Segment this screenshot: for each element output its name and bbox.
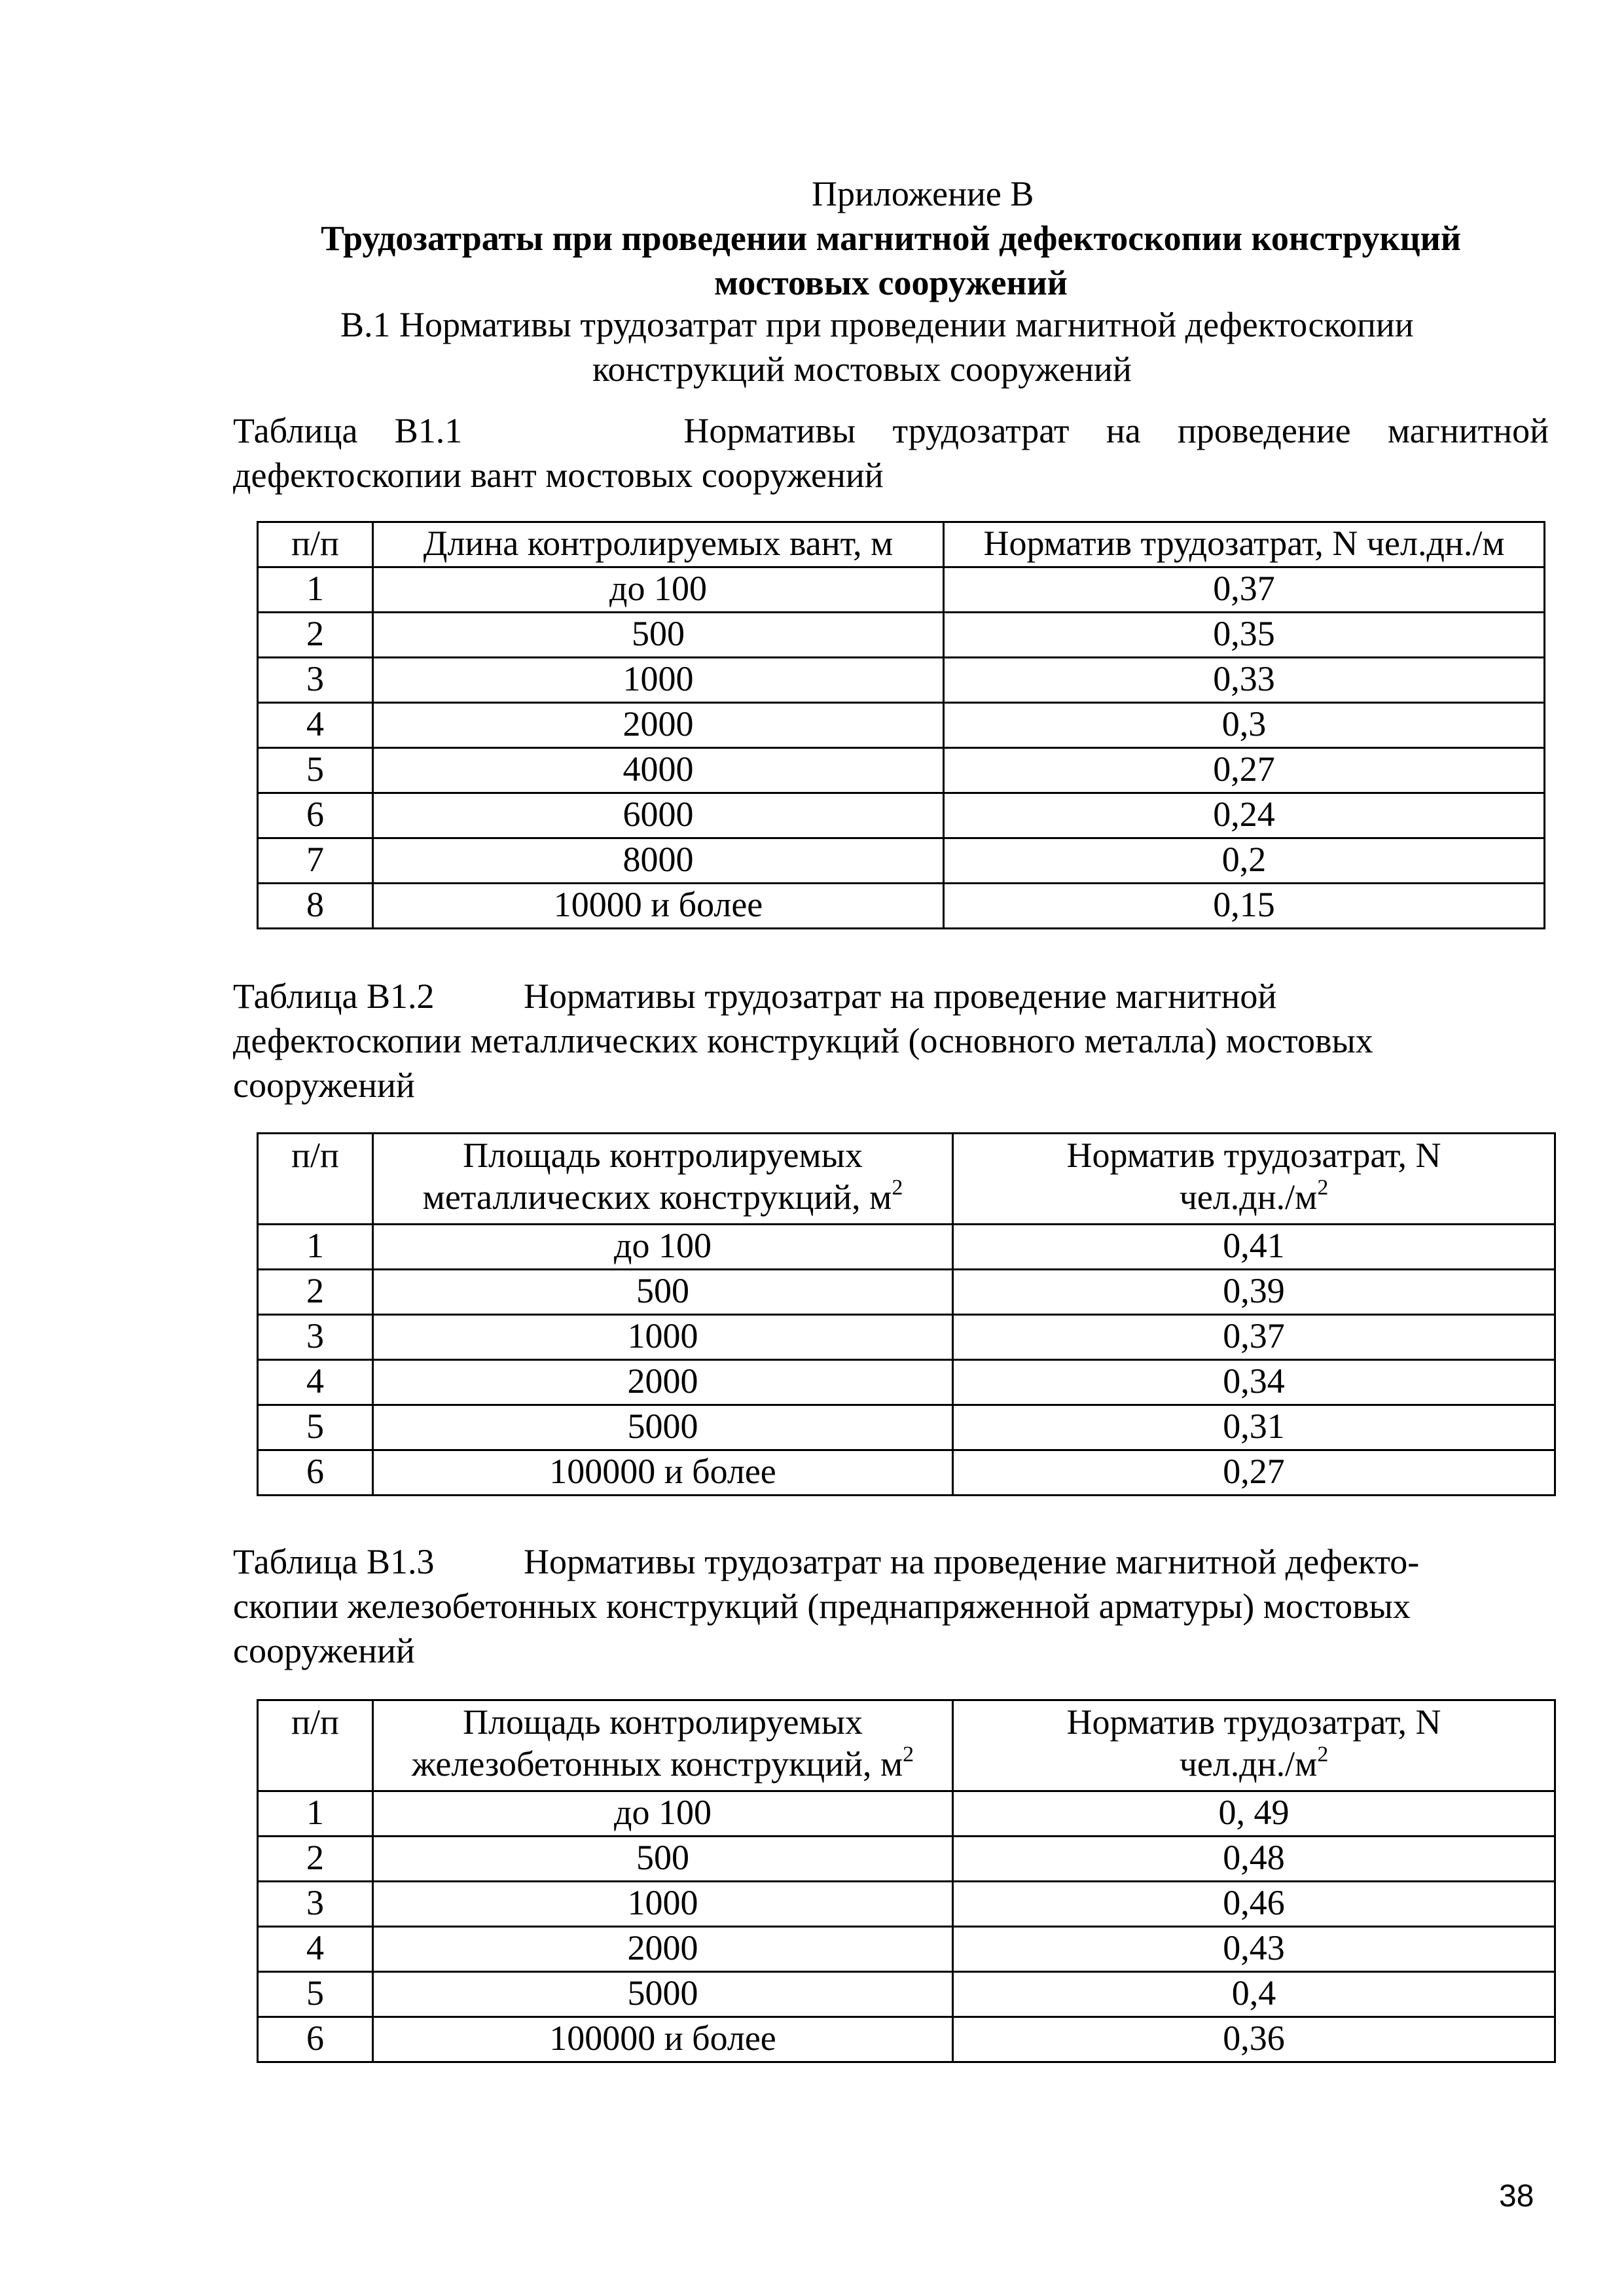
appendix-label: Приложение В: [812, 174, 1034, 213]
table2-header-norm-line2-text: чел.дн./м: [1179, 1177, 1318, 1217]
table-row: [258, 884, 1545, 929]
table-row: [258, 1405, 1555, 1450]
table-row: [258, 1315, 1555, 1360]
table2-header-area: [373, 1134, 953, 1225]
table3-caption-line2: скопии железобетонных конструкций (преднапряженной арматуры) мостовых: [233, 1587, 1411, 1626]
table2-body: [258, 1134, 1555, 1496]
table1-header-cell: Длина контролируемых вант, м: [373, 522, 944, 567]
table-cell: 0,33: [944, 658, 1545, 703]
table2-caption-line2: дефектоскопии металлических конструкций (основного металла) мостовых: [233, 1021, 1373, 1060]
table-cell: 1: [258, 567, 373, 613]
section-heading-line2: конструкций мостовых сооружений: [592, 350, 1132, 389]
table3-caption: [233, 1539, 1549, 1673]
table-cell: 100000 и более: [373, 2017, 953, 2062]
table-cell: 3: [258, 1315, 373, 1360]
table-cell: 5000: [373, 1972, 953, 2017]
table2-header-norm: [953, 1134, 1555, 1225]
table-cell: 8: [258, 884, 373, 929]
page-title-line2: мостовых сооружений: [714, 263, 1068, 302]
table3-caption-line1: [233, 1539, 1549, 1584]
table-row: [258, 2017, 1555, 2062]
table2-header-norm-sup: 2: [1317, 1175, 1329, 1200]
table-cell: 0,4: [953, 1972, 1555, 2017]
table-cell: до 100: [373, 567, 944, 613]
table-cell: 0,41: [953, 1225, 1555, 1270]
table3-header-area-sup: 2: [903, 1742, 914, 1767]
table1-header-cell: п/п: [258, 522, 373, 567]
table-cell: 5: [258, 748, 373, 793]
table1-header-row: [258, 522, 1545, 567]
table-row: [258, 838, 1545, 884]
table-cell: 0,35: [944, 613, 1545, 658]
table2-caption-line3: сооружений: [233, 1066, 415, 1105]
table-cell: до 100: [373, 1225, 953, 1270]
table-cell: 500: [373, 1270, 953, 1315]
table-cell: 1: [258, 1791, 373, 1837]
table-cell: 1000: [373, 1315, 953, 1360]
table1-caption: [233, 408, 1549, 497]
table2-caption: [233, 974, 1549, 1107]
table2-header-num: [258, 1134, 373, 1225]
table-cell: 2000: [373, 703, 944, 748]
table1-caption-text: Нормативы трудозатрат на проведение магнитной: [683, 411, 1549, 450]
table2-header-row: [258, 1134, 1555, 1225]
table-cell: 2: [258, 613, 373, 658]
table-cell: 100000 и более: [373, 1450, 953, 1496]
table-cell: 0,37: [953, 1315, 1555, 1360]
table-cell: 3: [258, 658, 373, 703]
table3-header-num: [258, 1700, 373, 1791]
table-cell: до 100: [373, 1791, 953, 1837]
table1-caption-line2: дефектоскопии вант мостовых сооружений: [233, 456, 884, 495]
table-row: [258, 1450, 1555, 1496]
table-cell: 1000: [373, 1882, 953, 1927]
table-cell: 0, 49: [953, 1791, 1555, 1837]
table-cell: 0,43: [953, 1927, 1555, 1972]
table-cell: 0,36: [953, 2017, 1555, 2062]
table-row: [258, 793, 1545, 838]
table-cell: 6: [258, 793, 373, 838]
table-row: [258, 703, 1545, 748]
table3-header-row: [258, 1700, 1555, 1791]
table-cell: 0,3: [944, 703, 1545, 748]
table-cell: 2000: [373, 1360, 953, 1405]
table1-label: Таблица В1.1: [233, 411, 463, 450]
table-cell: 6000: [373, 793, 944, 838]
table3-caption-line3: сооружений: [233, 1631, 415, 1670]
table-cell: 7: [258, 838, 373, 884]
table-cell: 5: [258, 1972, 373, 2017]
page-title-line1: Трудозатраты при проведении магнитной дефектоскопии конструкций: [321, 219, 1461, 258]
table-cell: 0,46: [953, 1882, 1555, 1927]
table-row: [258, 613, 1545, 658]
table-row: [258, 658, 1545, 703]
table-row: [258, 1270, 1555, 1315]
table-cell: 2000: [373, 1927, 953, 1972]
table-cell: 10000 и более: [373, 884, 944, 929]
table2-header-area-sup: 2: [892, 1175, 903, 1200]
table2-header-area-line1: Площадь контролируемых: [463, 1136, 863, 1175]
table2-header-num-text: п/п: [291, 1136, 339, 1175]
table-row: [258, 1225, 1555, 1270]
table-row: [258, 1837, 1555, 1882]
table-row: [258, 1791, 1555, 1837]
table2-caption-text: Нормативы трудозатрат на проведение магнитной: [524, 977, 1277, 1016]
table-cell: 2: [258, 1837, 373, 1882]
table3-header-area-line1: Площадь контролируемых: [463, 1702, 863, 1742]
table-cell: 4: [258, 1927, 373, 1972]
table2-header-norm-line2: [954, 1176, 1554, 1218]
table2-header-norm-line1: Норматив трудозатрат, N: [1066, 1136, 1441, 1175]
table-row: [258, 1972, 1555, 2017]
table-cell: 0,2: [944, 838, 1545, 884]
table-cell: 500: [373, 613, 944, 658]
table-cell: 5: [258, 1405, 373, 1450]
table3-header-area-line2-text: железобетонных конструкций, м: [411, 1744, 903, 1784]
table1-body: [258, 522, 1545, 929]
table-cell: 4: [258, 703, 373, 748]
table-cell: 1: [258, 1225, 373, 1270]
table2: [257, 1132, 1556, 1496]
table3-header-num-text: п/п: [291, 1702, 339, 1742]
table3-header-area-line2: [374, 1743, 952, 1785]
page-number: 38: [1499, 2179, 1534, 2214]
table-cell: 0,34: [953, 1360, 1555, 1405]
table-cell: 0,48: [953, 1837, 1555, 1882]
table-row: [258, 1882, 1555, 1927]
table3-header-norm-sup: 2: [1317, 1742, 1329, 1767]
table-cell: 0,27: [953, 1450, 1555, 1496]
table2-header-area-line2: [374, 1176, 952, 1218]
table-cell: 5000: [373, 1405, 953, 1450]
table3-header-area: [373, 1700, 953, 1791]
table-cell: 0,27: [944, 748, 1545, 793]
table3-header-norm-line2-text: чел.дн./м: [1179, 1744, 1318, 1784]
table-cell: 0,24: [944, 793, 1545, 838]
table-row: [258, 1360, 1555, 1405]
table-cell: 6: [258, 2017, 373, 2062]
page-title: [233, 216, 1549, 305]
table3-body: [258, 1700, 1555, 2062]
table2-label: Таблица В1.2: [233, 977, 435, 1016]
table-cell: 6: [258, 1450, 373, 1496]
table3-header-norm-line2: [954, 1743, 1554, 1785]
section-heading-line1: В.1 Нормативы трудозатрат при проведении магнитной дефектоскопии: [340, 305, 1414, 344]
table-row: [258, 748, 1545, 793]
table3-label: Таблица В1.3: [233, 1542, 435, 1581]
table-cell: 3: [258, 1882, 373, 1927]
table-cell: 2: [258, 1270, 373, 1315]
table-row: [258, 1927, 1555, 1972]
table-cell: 4000: [373, 748, 944, 793]
table-cell: 500: [373, 1837, 953, 1882]
table1-caption-line1: [233, 408, 1549, 453]
table-cell: 0,37: [944, 567, 1545, 613]
table3: [257, 1699, 1556, 2063]
table3-header-norm-line1: Норматив трудозатрат, N: [1066, 1702, 1441, 1742]
table-row: [258, 567, 1545, 613]
table1: [257, 521, 1545, 929]
table-cell: 1000: [373, 658, 944, 703]
table-cell: 0,15: [944, 884, 1545, 929]
table2-caption-line1: [233, 974, 1549, 1018]
table3-header-norm: [953, 1700, 1555, 1791]
table-cell: 0,31: [953, 1405, 1555, 1450]
table-cell: 0,39: [953, 1270, 1555, 1315]
table3-caption-text: Нормативы трудозатрат на проведение магнитной дефекто-: [524, 1542, 1420, 1581]
table2-header-area-line2-text: металлических конструкций, м: [422, 1177, 892, 1217]
table-cell: 8000: [373, 838, 944, 884]
table1-header-cell: Норматив трудозатрат, N чел.дн./м: [944, 522, 1545, 567]
table-cell: 4: [258, 1360, 373, 1405]
